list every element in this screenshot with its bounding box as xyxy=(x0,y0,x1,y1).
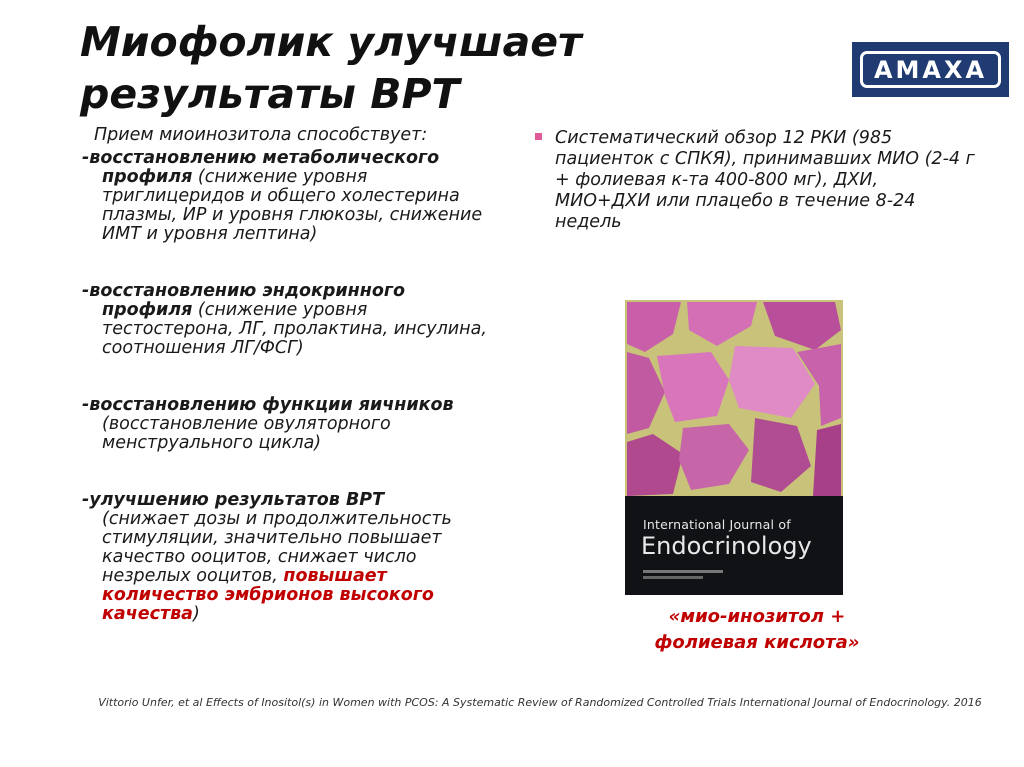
benefit-text: (снижение уровня тестостерона, ЛГ, пролактина, инсулина, соотношения ЛГ/ФСГ) xyxy=(102,300,487,358)
benefit-text: (восстановление овуляторного менструального цикла) xyxy=(102,414,391,453)
benefit-lead: -улучшению результатов ВРТ xyxy=(82,490,385,510)
benefit-bold: профиля xyxy=(102,167,193,187)
cover-fine-print xyxy=(643,576,703,579)
logo-frame xyxy=(860,51,1001,88)
caption-line-1: «мио-инозитол + xyxy=(668,606,846,627)
benefit-body xyxy=(82,301,502,358)
product-caption xyxy=(625,604,889,656)
benefit-body xyxy=(82,415,502,453)
bullet-icon xyxy=(535,133,542,140)
benefit-lead: -восстановлению эндокринного xyxy=(82,281,406,301)
benefit-end: ) xyxy=(192,604,200,624)
benefits-intro: Прием миоинозитола способствует: xyxy=(94,125,428,145)
slide-title xyxy=(80,16,780,120)
journal-title-line-1: International Journal of xyxy=(643,517,791,532)
amaxa-logo xyxy=(852,42,1009,97)
benefit-lead: -восстановлению функции яичников xyxy=(82,395,454,415)
reference-citation: Vittorio Unfer, et al Effects of Inositol(s) in Women with PCOS: A Systematic Review of Randomized Controlled Trials International Journal of Endocrinology. 2016 xyxy=(98,696,982,709)
journal-title-line-2: Endocrinology xyxy=(641,532,812,560)
benefit-lead: -восстановлению метаболического xyxy=(82,148,440,168)
review-text: Систематический обзор 12 РКИ (985 пациенток с СПКЯ), принимавших МИО (2-4 г + фолиевая к-та 400-800 мг), ДХИ, МИО+ДХИ или плацебо в течение 8-24 недель xyxy=(555,128,975,232)
cover-fine-print xyxy=(643,570,723,573)
benefit-highlight: повышает количество эмбрионов высокого качества xyxy=(102,566,434,624)
logo-text: AMAXA xyxy=(873,55,988,84)
benefit-bold: профиля xyxy=(102,300,193,320)
benefit-text: (снижение уровня триглицеридов и общего холестерина плазмы, ИР и уровня глюкозы, снижение ИМТ и уровня лептина) xyxy=(102,167,483,244)
benefit-body xyxy=(82,168,502,244)
caption-line-2: фолиевая кислота» xyxy=(654,632,860,653)
benefit-item xyxy=(82,396,502,453)
journal-cover xyxy=(625,300,843,595)
benefit-item xyxy=(82,282,502,358)
benefit-body xyxy=(82,510,502,624)
benefit-text: (снижает дозы и продолжительность стимуляции, значительно повышает качество ооцитов, снижает число незрелых ооцитов, xyxy=(102,509,452,586)
benefits-list xyxy=(82,126,502,662)
benefit-item xyxy=(82,149,502,244)
review-summary xyxy=(535,128,975,233)
title-line-1: Миофолик улучшает xyxy=(80,18,582,66)
benefit-item xyxy=(82,491,502,624)
title-line-2: результаты ВРТ xyxy=(80,70,460,118)
